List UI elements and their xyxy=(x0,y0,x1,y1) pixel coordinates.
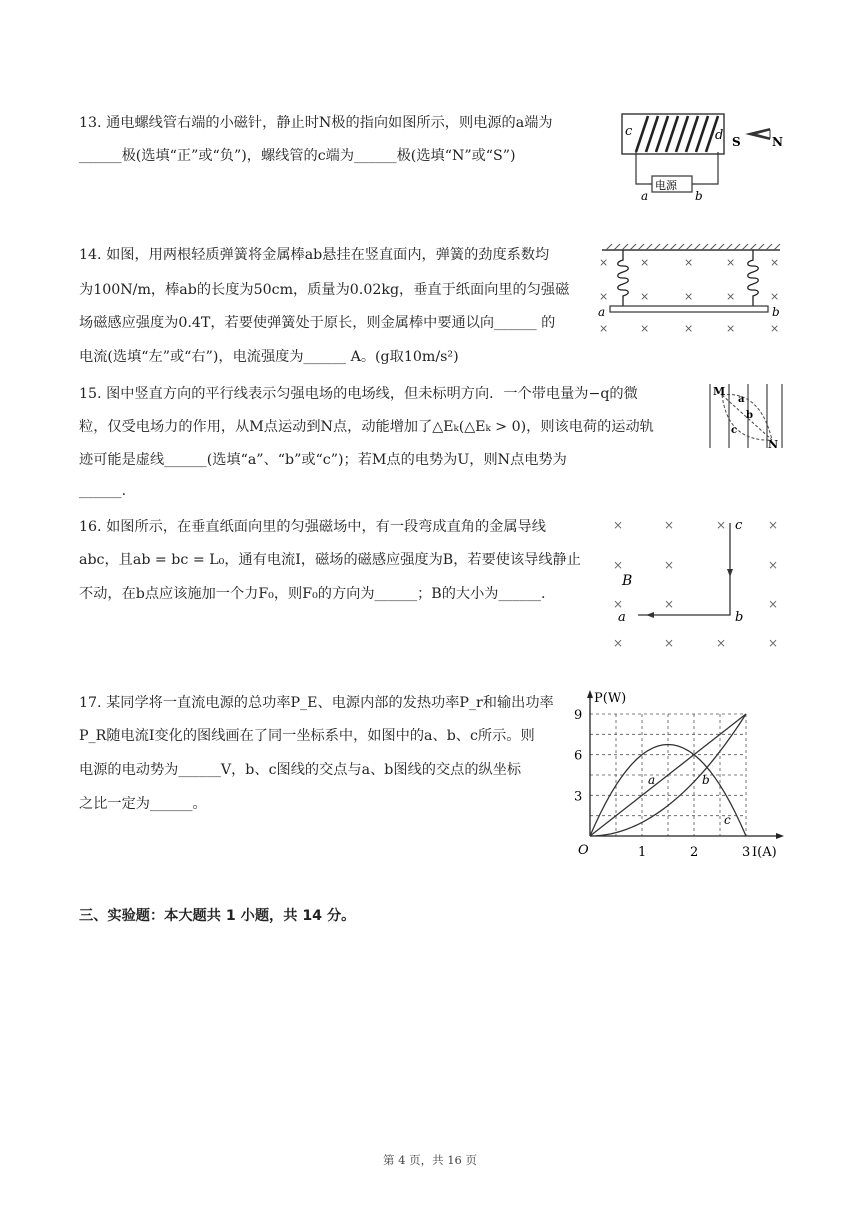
svg-text:×: × xyxy=(770,290,780,303)
label-b: b xyxy=(772,305,780,319)
label-m: M xyxy=(713,385,726,398)
q16-line-1: 16. 如图所示，在垂直纸面向里的匀强磁场中，有一段弯成直角的金属导线 xyxy=(79,519,546,535)
svg-text:×: × xyxy=(664,558,675,572)
x-tick-label: 3 xyxy=(742,845,751,860)
origin-label: O xyxy=(578,843,589,858)
bent-wire xyxy=(638,523,730,615)
label-s: S xyxy=(732,135,741,149)
svg-text:×: × xyxy=(640,290,650,303)
section-title: 三、实验题：本大题共 1 小题，共 14 分。 xyxy=(79,908,356,924)
label-b-field: B xyxy=(622,573,633,589)
q15-line-4: ______. xyxy=(79,483,127,499)
svg-text:×: × xyxy=(770,322,780,335)
svg-text:×: × xyxy=(599,322,609,335)
current-arrow-left xyxy=(646,612,654,618)
svg-text:×: × xyxy=(640,322,650,335)
svg-text:×: × xyxy=(768,558,779,572)
svg-text:×: × xyxy=(768,518,779,532)
q15-line-1: 15. 图中竖直方向的平行线表示匀强电场的电场线，但未标明方向．一个带电量为−q的微 xyxy=(79,386,638,402)
solenoid-figure xyxy=(614,106,794,202)
svg-text:×: × xyxy=(716,518,727,532)
svg-text:×: × xyxy=(613,518,624,532)
q17-line-2: P_R随电流I变化的图线画在了同一坐标系中，如图中的a、b、c所示。则 xyxy=(79,728,535,744)
y-tick-label: 3 xyxy=(574,789,583,805)
q17-line-3: 电源的电动势为______V，b、c图线的交点与a、b图线的交点的纵坐标 xyxy=(79,762,522,778)
svg-text:×: × xyxy=(599,290,609,303)
magnetic-field-marks xyxy=(613,518,778,649)
svg-text:×: × xyxy=(726,256,736,269)
series-label-a: a xyxy=(648,773,656,787)
q13-line-2: ______极(选填“正”或“负”)，螺线管的c端为______极(选填“N”或“S”) xyxy=(79,148,516,164)
y-axis-label: P(W) xyxy=(594,691,627,706)
x-tick-label: 1 xyxy=(638,845,647,860)
svg-text:×: × xyxy=(664,518,675,532)
solenoid-coil xyxy=(636,116,718,152)
q13-line-1: 13. 通电螺线管右端的小磁针，静止时N极的指向如图所示，则电源的a端为 xyxy=(79,115,553,131)
y-tick-label: 9 xyxy=(574,708,583,723)
svg-text:×: × xyxy=(640,256,650,269)
x-tick-label: 2 xyxy=(690,845,699,860)
page-footer: 第 4 页，共 16 页 xyxy=(382,1153,478,1167)
svg-text:×: × xyxy=(768,636,779,649)
svg-text:×: × xyxy=(613,558,624,572)
q14-line-2: 为100N/m，棒ab的长度为50cm，质量为0.02kg，垂直于纸面向里的匀强磁 xyxy=(79,282,570,298)
power-current-chart xyxy=(566,684,790,864)
q16-line-3: 不动，在b点应该施加一个力F₀，则F₀的方向为______；B的大小为______. xyxy=(79,586,546,602)
q15-line-2: 粒，仅受电场力的作用，从M点运动到N点，动能增加了△Eₖ(△Eₖ > 0)，则该电荷的运动轨 xyxy=(79,419,654,435)
svg-text:×: × xyxy=(599,256,609,269)
q14-line-4: 电流(选填“左”或“右”)，电流强度为______ A。(g取10m/s²) xyxy=(79,349,459,365)
svg-text:×: × xyxy=(684,290,694,303)
svg-text:×: × xyxy=(726,290,736,303)
label-d: d xyxy=(715,128,724,143)
y-tick-label: 6 xyxy=(574,748,583,764)
q16-line-2: abc，且ab = bc = L₀，通有电流I，磁场的磁感应强度为B，若要使该导线静止 xyxy=(79,552,581,568)
metal-rod xyxy=(610,306,768,312)
label-n: N xyxy=(772,135,783,149)
series-label-b: b xyxy=(702,773,710,787)
label-b: b xyxy=(746,410,753,421)
svg-text:×: × xyxy=(684,322,694,335)
left-spring xyxy=(618,250,629,306)
label-a: a xyxy=(641,189,649,202)
electric-field-figure xyxy=(704,382,786,452)
svg-text:×: × xyxy=(664,597,675,611)
y-axis-arrow xyxy=(587,690,593,698)
svg-text:×: × xyxy=(613,636,624,649)
svg-text:×: × xyxy=(613,597,624,611)
wire-left xyxy=(636,152,652,184)
power-source-label: 电源 xyxy=(655,179,677,192)
q14-line-1: 14. 如图，用两根轻质弹簧将金属棒ab悬挂在竖直面内，弹簧的劲度系数均 xyxy=(79,247,550,263)
spring-rod-figure xyxy=(592,244,788,340)
label-a: a xyxy=(598,305,606,319)
label-c: c xyxy=(735,518,743,533)
label-b: b xyxy=(695,189,703,202)
label-a: a xyxy=(618,610,626,625)
svg-text:×: × xyxy=(716,636,727,649)
right-spring xyxy=(748,250,759,306)
svg-text:×: × xyxy=(684,256,694,269)
series-label-c: c xyxy=(724,813,731,827)
wire-right xyxy=(692,152,718,184)
svg-text:×: × xyxy=(768,597,779,611)
label-c: c xyxy=(731,425,738,436)
label-c: c xyxy=(625,124,633,139)
q17-line-1: 17. 某同学将一直流电源的总功率P_E、电源内部的发热功率P_r和输出功率 xyxy=(79,695,554,711)
bent-wire-figure xyxy=(608,513,792,649)
q15-line-3: 迹可能是虚线______(选填“a”、“b”或“c”)；若M点的电势为U，则N点电势为 xyxy=(79,452,567,468)
label-b: b xyxy=(735,610,744,625)
label-a: a xyxy=(738,394,745,405)
ceiling-hatch xyxy=(606,244,780,250)
x-axis-label: I(A) xyxy=(752,845,777,860)
svg-text:×: × xyxy=(664,636,675,649)
label-n: N xyxy=(768,438,779,451)
svg-text:×: × xyxy=(726,322,736,335)
current-arrow-down xyxy=(727,569,733,577)
q17-line-4: 之比一定为______。 xyxy=(79,796,207,812)
q14-line-3: 场磁感应强度为0.4T，若要使弹簧处于原长，则金属棒中要通以向______ 的 xyxy=(79,315,556,331)
x-axis-arrow xyxy=(776,833,784,839)
svg-text:×: × xyxy=(770,256,780,269)
